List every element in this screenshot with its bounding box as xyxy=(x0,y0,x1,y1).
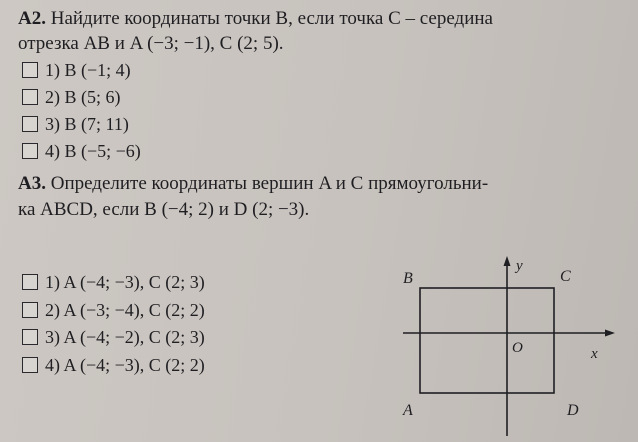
task-a3-text1: Определите координаты вершин A и C прямоугольни- xyxy=(50,173,489,194)
option-label: 4) A (−4; −3), C (2; 2) xyxy=(45,355,205,375)
option-label: 1) B (−1; 4) xyxy=(45,60,131,80)
option-label: 2) B (5; 6) xyxy=(45,87,121,107)
task-a3-number: A3. xyxy=(18,173,46,194)
option-label: 3) B (7; 11) xyxy=(45,114,129,134)
option-label: 4) B (−5; −6) xyxy=(45,141,141,161)
label-c: C xyxy=(560,268,571,285)
task-a2-question-line2: отрезка AB и A (−3; −1), C (2; 5). xyxy=(18,33,284,54)
label-y: y xyxy=(516,258,523,274)
x-axis-arrow xyxy=(605,330,615,337)
option-label: 1) A (−4; −3), C (2; 3) xyxy=(45,272,205,292)
label-x: x xyxy=(591,346,598,362)
y-axis-arrow xyxy=(504,256,511,266)
rectangle-abcd xyxy=(420,288,554,393)
option-label: 3) A (−4; −2), C (2; 3) xyxy=(45,327,205,347)
label-d: D xyxy=(567,402,579,419)
option-label: 2) A (−3; −4), C (2; 2) xyxy=(45,300,205,320)
label-origin: O xyxy=(512,340,523,356)
task-a2-number: A2. xyxy=(18,8,46,29)
label-a: A xyxy=(403,402,413,419)
label-b: B xyxy=(403,270,413,287)
task-a3-question-line2: ка ABCD, если B (−4; 2) и D (2; −3). xyxy=(18,199,310,220)
task-a2-text1: Найдите координаты точки B, если точка C – середина xyxy=(50,8,493,29)
